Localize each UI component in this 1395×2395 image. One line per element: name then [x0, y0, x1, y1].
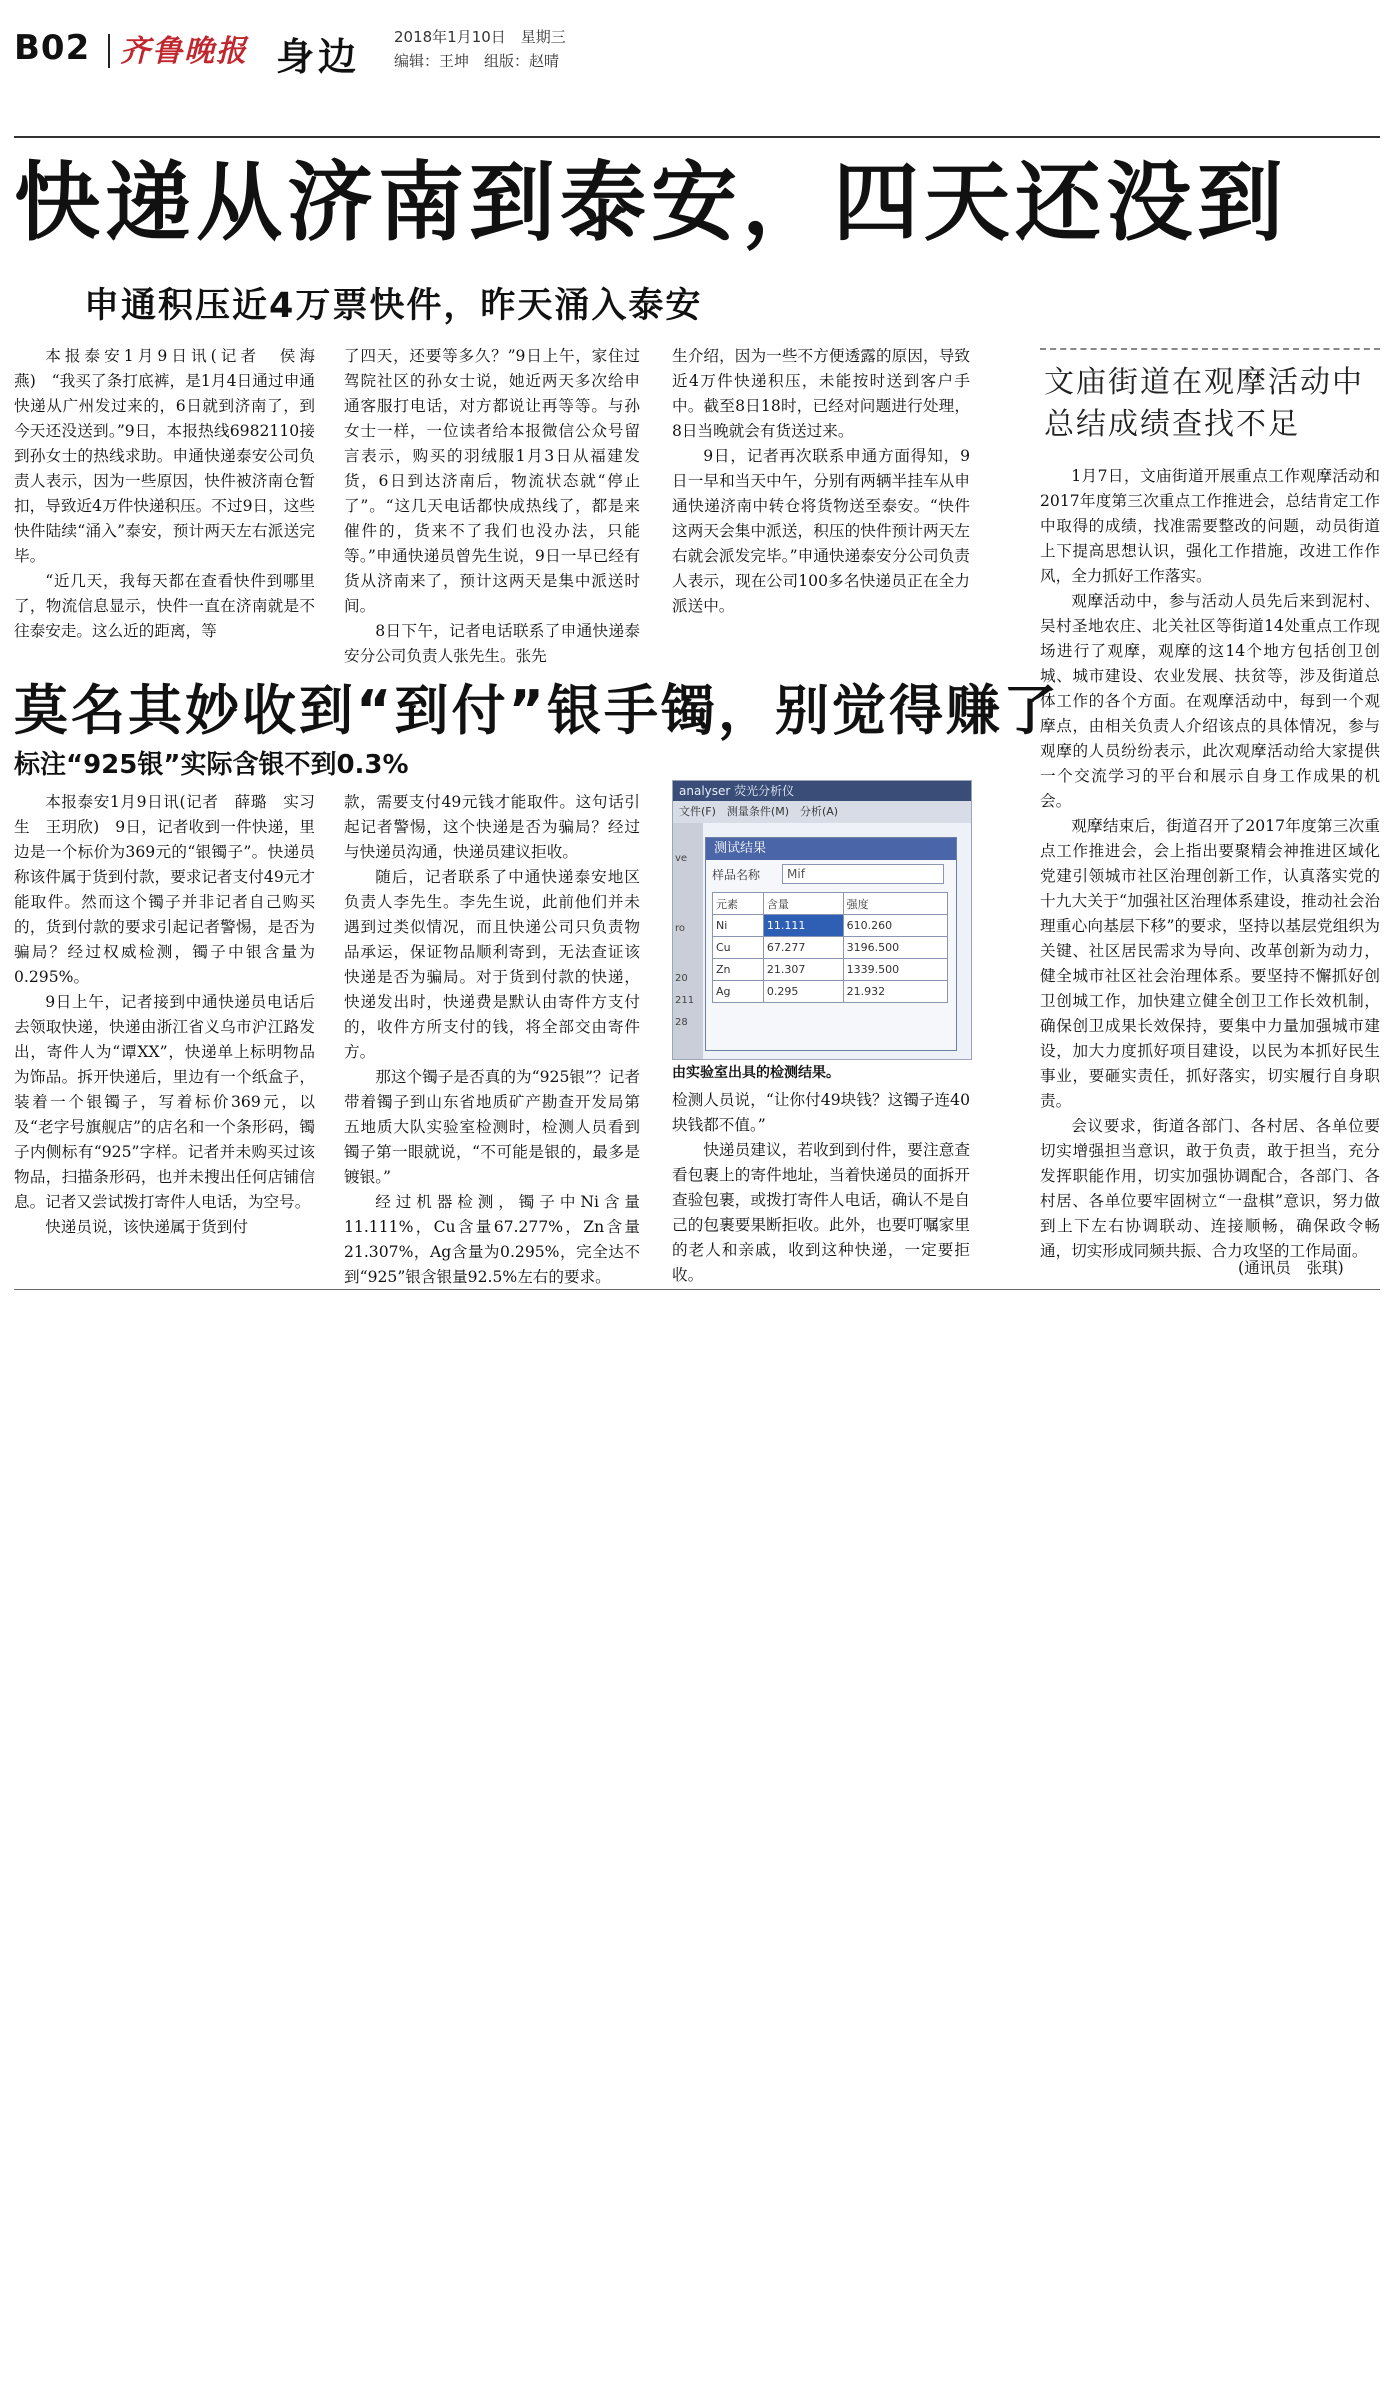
table-cell: 21.932: [843, 981, 947, 1003]
photo-sample-value: Mif: [782, 864, 944, 884]
masthead-divider: [108, 34, 110, 68]
paragraph: 1月7日，文庙街道开展重点工作观摩活动和2017年度第三次重点工作推进会，总结肯定工作中取得的成绩，找准需要整改的问题，动员街道上下提高思想认识，强化工作措施，改进工作作风，全力抓好工作落实。: [1040, 467, 1380, 585]
sidebar-signature: (通讯员 张琪): [1238, 1259, 1344, 1277]
photo-caption: 由实验室出具的检测结果。: [672, 1065, 840, 1081]
dateline: 2018年1月10日 星期三: [394, 28, 566, 46]
paragraph: 快递员说，该快递属于货到付: [45, 1218, 248, 1236]
table-cell: 67.277: [763, 937, 843, 959]
sidebar-headline: 文庙街道在观摩活动中总结成绩查找不足: [1044, 365, 1364, 442]
table-row: [713, 981, 948, 1003]
lab-result-photo: [672, 780, 972, 1060]
paragraph: 随后，记者联系了中通快递泰安地区负责人李先生。李先生说，此前他们并未遇到过类似情况，而且快递公司只负责物品承运，保证物品顺利寄到，无法查证该快递是否为骗局。对于货到付款的快递，快递发出时，快递费是默认由寄件方支付的，收件方所支付的钱，将全部交由寄件方。: [344, 868, 640, 1061]
paragraph: 款，需要支付49元钱才能取件。这句话引起记者警惕，这个快递是否为骗局？经过与快递员沟通，快递员建议拒收。: [344, 793, 640, 861]
page-code: B02: [14, 28, 91, 68]
photo-sample-label: 样品名称: [712, 868, 761, 882]
sidebar-rule: [1040, 348, 1380, 350]
table-cell: 21.307: [763, 959, 843, 981]
editor-credits: 编辑：王坤 组版：赵晴: [394, 52, 560, 70]
photo-result-dialog: [705, 837, 957, 1051]
table-row: [713, 937, 948, 959]
paragraph: 生介绍，因为一些不方便透露的原因，导致近4万件快递积压，未能按时送到客户手中。截至8日18时，已经对问题进行处理，8日当晚就会有货送过来。: [672, 347, 970, 440]
paragraph: 8日下午，记者电话联系了申通快递泰安分公司负责人张先生。张先: [344, 622, 640, 665]
sidebar-body: [1040, 464, 1380, 1264]
photo-side-number: 20: [675, 973, 688, 984]
table-cell: 610.260: [843, 915, 947, 937]
article1-subhead: 申通积压近4万票快件，昨天涌入泰安: [84, 286, 703, 326]
paragraph: 观摩结束后，街道召开了2017年度第三次重点工作推进会，会上指出要聚精会神推进区域化党建引领城市社区治理创新工作，认真落实党的十九大关于“加强社区治理体系建设，推动社会治理重心向基层下移”的要求，坚持以基层党组织为关键、社区居民需求为导向、改革创新为动力，健全城市社区社会治理体系。要坚持不懈抓好创卫创城工作，加快建立健全创卫工作长效机制，确保创卫成果长效保持，要集中力量加强城市建设，加大力度抓好项目建设，以民为本抓好民生事业，要砸实责任，抓好落实，切实履行自身职责。: [1040, 817, 1380, 1110]
table-header-cell: 含量: [763, 893, 843, 915]
table-cell: 0.295: [763, 981, 843, 1003]
photo-menubar: 文件(F) 测量条件(M) 分析(A): [673, 801, 971, 823]
article2-column-2: [344, 790, 640, 1290]
article1-column-3: [672, 344, 970, 619]
paragraph: 本报泰安1月9日讯(记者 侯海燕) “我买了条打底裤，是1月4日通过申通快递从广州发过来的，6日就到济南了，到今天还没送到。”9日，本报热线6982110接到孙女士的热线求助。申通快递泰安公司负责人表示，因为一些原因，快件被济南仓暂扣，导致近4万件快递积压。不过9日，这些快件陆续“涌入”泰安，预计两天左右派送完毕。: [14, 347, 315, 565]
paragraph: 观摩活动中，参与活动人员先后来到泥村、吴村圣地农庄、北关社区等街道14处重点工作现场进行了观摩，观摩的这14个地方包括创卫创城、城市建设、农业发展、扶贫等，涉及街道总体工作的各个方面。在观摩活动中，每到一个观摩点，由相关负责人介绍该点的具体情况，参与观摩的人员纷纷表示，此次观摩活动给大家提供一个交流学习的平台和展示自身工作成果的机会。: [1040, 592, 1380, 810]
table-cell: 3196.500: [843, 937, 947, 959]
paragraph: 检测人员说，“让你付49块钱？这镯子连40块钱都不值。”: [672, 1091, 970, 1134]
section-name: 身边: [276, 35, 361, 79]
article2-column-3: [672, 1088, 970, 1288]
paragraph: 会议要求，街道各部门、各村居、各单位要切实增强担当意识，敢于负责，敢于担当，充分发挥职能作用，切实加强协调配合，各部门、各村居、各单位要牢固树立“一盘棋”意识，努力做到上下左右协调联动、连接顺畅，确保政令畅通，切实形成同频共振、合力攻坚的工作局面。: [1040, 1117, 1380, 1260]
article2-column-1: [14, 790, 315, 1240]
paragraph: 9日上午，记者接到中通快递员电话后去领取快递，快递由浙江省义乌市沪江路发出，寄件人为“谭XX”，快递单上标明物品为饰品。拆开快递后，里边有一个纸盒子，装着一个银镯子，写着标价369元，以及“老字号旗舰店”的店名和一个条形码，镯子内侧标有“925”字样。记者并未购买过该物品，扫描条形码，也并未搜出任何店铺信息。记者又尝试拨打寄件人电话，为空号。: [14, 993, 315, 1211]
article2-headline: 莫名其妙收到“到付”银手镯，别觉得赚了: [14, 679, 1060, 742]
photo-side-number: 28: [675, 1017, 688, 1028]
photo-dialog-title: 测试结果: [706, 838, 956, 860]
top-rule: [14, 136, 1380, 138]
paragraph: “近几天，我每天都在查看快件到哪里了，物流信息显示，快件一直在济南就是不往泰安走。这么近的距离，等: [14, 572, 315, 640]
photo-result-table: [712, 892, 948, 1003]
article1-column-1: [14, 344, 315, 644]
newspaper-logo: 齐鲁晚报: [120, 34, 248, 69]
bottom-rule: [14, 1289, 1380, 1290]
table-cell: 1339.500: [843, 959, 947, 981]
paragraph: 本报泰安1月9日讯(记者 薛璐 实习生 王玥欣) 9日，记者收到一件快递，里边是一个标价为369元的“银镯子”。快递员称该件属于货到付款，要求记者支付49元才能取件。然而这个镯子并非记者自己购买的，货到付款的要求引起记者警惕，是否为骗局？经过权威检测，镯子中银含量为0.295%。: [14, 793, 315, 986]
table-cell: Ni: [713, 915, 764, 937]
article2-subhead: 标注“925银”实际含银不到0.3%: [14, 750, 409, 780]
table-cell: 11.111: [763, 915, 843, 937]
photo-side-number: ro: [675, 923, 686, 934]
paragraph: 那这个镯子是否真的为“925银”？记者带着镯子到山东省地质矿产勘查开发局第五地质大队实验室检测时，检测人员看到镯子第一眼就说，“不可能是银的，最多是镀银。”: [344, 1068, 640, 1186]
paragraph: 了四天，还要等多久？”9日上午，家住过驾院社区的孙女士说，她近两天多次给申通客服打电话，对方都说让再等等。与孙女士一样，一位读者给本报微信公众号留言表示，购买的羽绒服1月3日从福建发货，6日到达济南后，物流状态就“停止了”。“这几天电话都快成热线了，都是来催件的，货来不了我们也没办法，只能等。”申通快递员曾先生说，9日一早已经有货从济南来了，预计这两天是集中派送时间。: [344, 347, 640, 615]
table-header-row: [713, 893, 948, 915]
article1-column-2: [344, 344, 640, 669]
paragraph: 9日，记者再次联系申通方面得知，9日一早和当天中午，分别有两辆半挂车从申通快递济南中转仓将货物送至泰安。“快件这两天会集中派送，积压的快件预计两天左右就会派发完毕。”申通快递泰安分公司负责人表示，现在公司100多名快递员正在全力派送中。: [672, 447, 970, 615]
table-cell: Cu: [713, 937, 764, 959]
paragraph: 快递员建议，若收到到付件，要注意查看包裹上的寄件地址，当着快递员的面拆开查验包裹，或拨打寄件人电话，确认不是自己的包裹要果断拒收。此外，也要叮嘱家里的老人和亲戚，收到这种快递，一定要拒收。: [672, 1141, 970, 1284]
photo-side-number: 211: [675, 995, 695, 1006]
paragraph: 经过机器检测，镯子中Ni含量11.111%，Cu含量67.277%，Zn含量21.307%，Ag含量为0.295%，完全达不到“925”银含银量92.5%左右的要求。: [344, 1193, 640, 1286]
table-header-cell: 元素: [713, 893, 764, 915]
photo-side-panel: [673, 823, 703, 1059]
table-row: [713, 915, 948, 937]
photo-side-number: ve: [675, 853, 688, 864]
article1-headline: 快递从济南到泰安，四天还没到: [14, 153, 1288, 253]
table-row: [713, 959, 948, 981]
table-cell: Ag: [713, 981, 764, 1003]
table-header-cell: 强度: [843, 893, 947, 915]
table-cell: Zn: [713, 959, 764, 981]
photo-window-title: analyser 荧光分析仪: [673, 781, 971, 801]
